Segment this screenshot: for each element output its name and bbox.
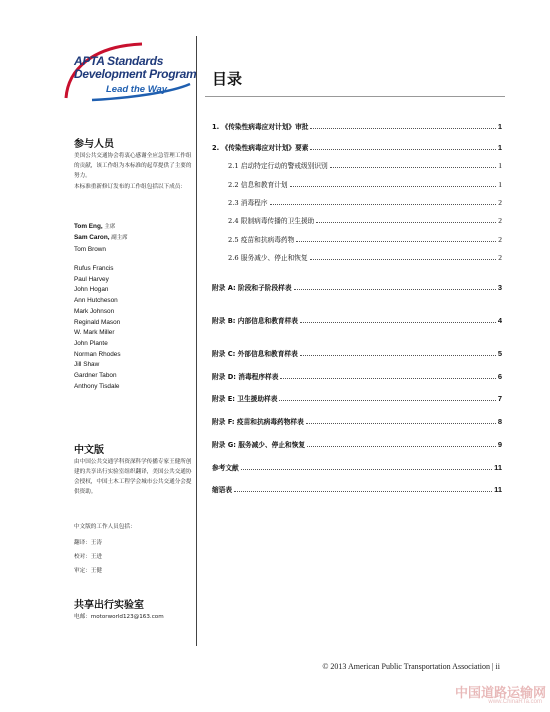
member-name: Reginald Mason (74, 318, 121, 326)
member-name: Mark Johnson (74, 307, 115, 315)
toc-subentry[interactable]: 2.1 启动特定行动的警戒级别识别 1 (228, 161, 502, 170)
chinese-edition-title: 中文版 (74, 445, 104, 456)
logo-line2: Development Program (74, 67, 197, 81)
toc-subentry[interactable]: 2.3 消毒程序 2 (228, 198, 502, 207)
member-name: W. Mark Miller (74, 329, 115, 337)
member-name: John Hogan (74, 286, 109, 294)
chinese-edition-desc: 由中国公共交通学科资深科学传播专家王健所创建的共享出行实验室组织翻译，美国公共交通协会授权，中国土木工程学会城市公共交通分会提供资助。 (74, 459, 192, 495)
page-footer: © 2013 American Public Transportation Association | ii (322, 662, 500, 671)
member-list (74, 264, 121, 392)
participants-members-note: 本标准重新修订发布的工作组包括以下成员： (74, 184, 186, 190)
toc-entry[interactable]: 附录 C: 外部信息和教育样表 5 (212, 349, 502, 358)
member-name: Gardner Tabon (74, 372, 117, 380)
toc-entry[interactable]: 附录 D: 消毒程序样表 6 (212, 372, 502, 381)
column-divider (196, 36, 197, 646)
member-name: Paul Harvey (74, 275, 109, 283)
watermark-url: www.ChinaRTa.com (488, 699, 542, 705)
member-name: Jill Shaw (74, 361, 100, 369)
toc-entry[interactable]: 附录 A: 阶段和子阶段样表 3 (212, 283, 502, 292)
lab-title: 共享出行实验室 (74, 600, 144, 611)
apta-logo (62, 40, 197, 102)
translator: 翻译：王涛 (74, 540, 102, 546)
toc-entry[interactable]: 附录 E: 卫生援助样表 7 (212, 394, 502, 403)
vice-chair: Sam Caron, 副主席 (74, 234, 128, 241)
participants-title: 参与人员 (74, 139, 114, 150)
sidebar (62, 40, 197, 102)
watermark-logo: 中国道路运输网 (454, 685, 546, 700)
toc-subentry[interactable]: 2.4 限制病毒传播的卫生援助 2 (228, 216, 502, 225)
toc-entry[interactable]: 参考文献 11 (212, 463, 502, 472)
proofreader: 校对：王进 (74, 554, 102, 560)
toc-subentry[interactable]: 2.5 疫苗和抗病毒药物 2 (228, 235, 502, 244)
toc-entry[interactable]: 1. 《传染性病毒应对计划》审批 1 (212, 122, 502, 131)
toc-rule (205, 96, 505, 97)
toc-entry[interactable]: 2. 《传染性病毒应对计划》要素 1 (212, 143, 502, 152)
toc-subentry[interactable]: 2.6 服务减少、停止和恢复 2 (228, 253, 502, 262)
logo-line1: APTA Standards (74, 54, 164, 68)
member-name: John Plante (74, 339, 108, 347)
member-first: Tom Brown (74, 246, 106, 253)
logo-tagline: Lead the Way (106, 84, 168, 95)
toc-title: 目录 (212, 70, 243, 88)
member-name: Ann Hutcheson (74, 297, 118, 305)
participants-intro: 美国公共交通协会将衷心感谢全应急管理工作组的贡献，该工作组为本标准的起草提供了主要的努力。 (74, 153, 192, 179)
toc-entry[interactable]: 附录 B: 内部信息和教育样表 4 (212, 316, 502, 325)
member-name: Anthony Tisdale (74, 382, 120, 390)
toc-entry[interactable]: 缩语表 11 (212, 485, 502, 494)
toc-entry[interactable]: 附录 F: 疫苗和抗病毒药物样表 8 (212, 417, 502, 426)
lab-email: 电邮：motorworld123@163.com (74, 614, 164, 620)
chair: Tom Eng, 主席 (74, 223, 116, 230)
member-name: Norman Rhodes (74, 350, 121, 358)
reviewer: 审定：王健 (74, 568, 102, 574)
toc-entry[interactable]: 附录 G: 服务减少、停止和恢复 9 (212, 440, 502, 449)
toc-subentry[interactable]: 2.2 信息和教育计划 1 (228, 180, 502, 189)
member-name: Rufus Francis (74, 265, 114, 272)
chinese-edition-staff-note: 中文版的工作人员包括： (74, 524, 136, 530)
